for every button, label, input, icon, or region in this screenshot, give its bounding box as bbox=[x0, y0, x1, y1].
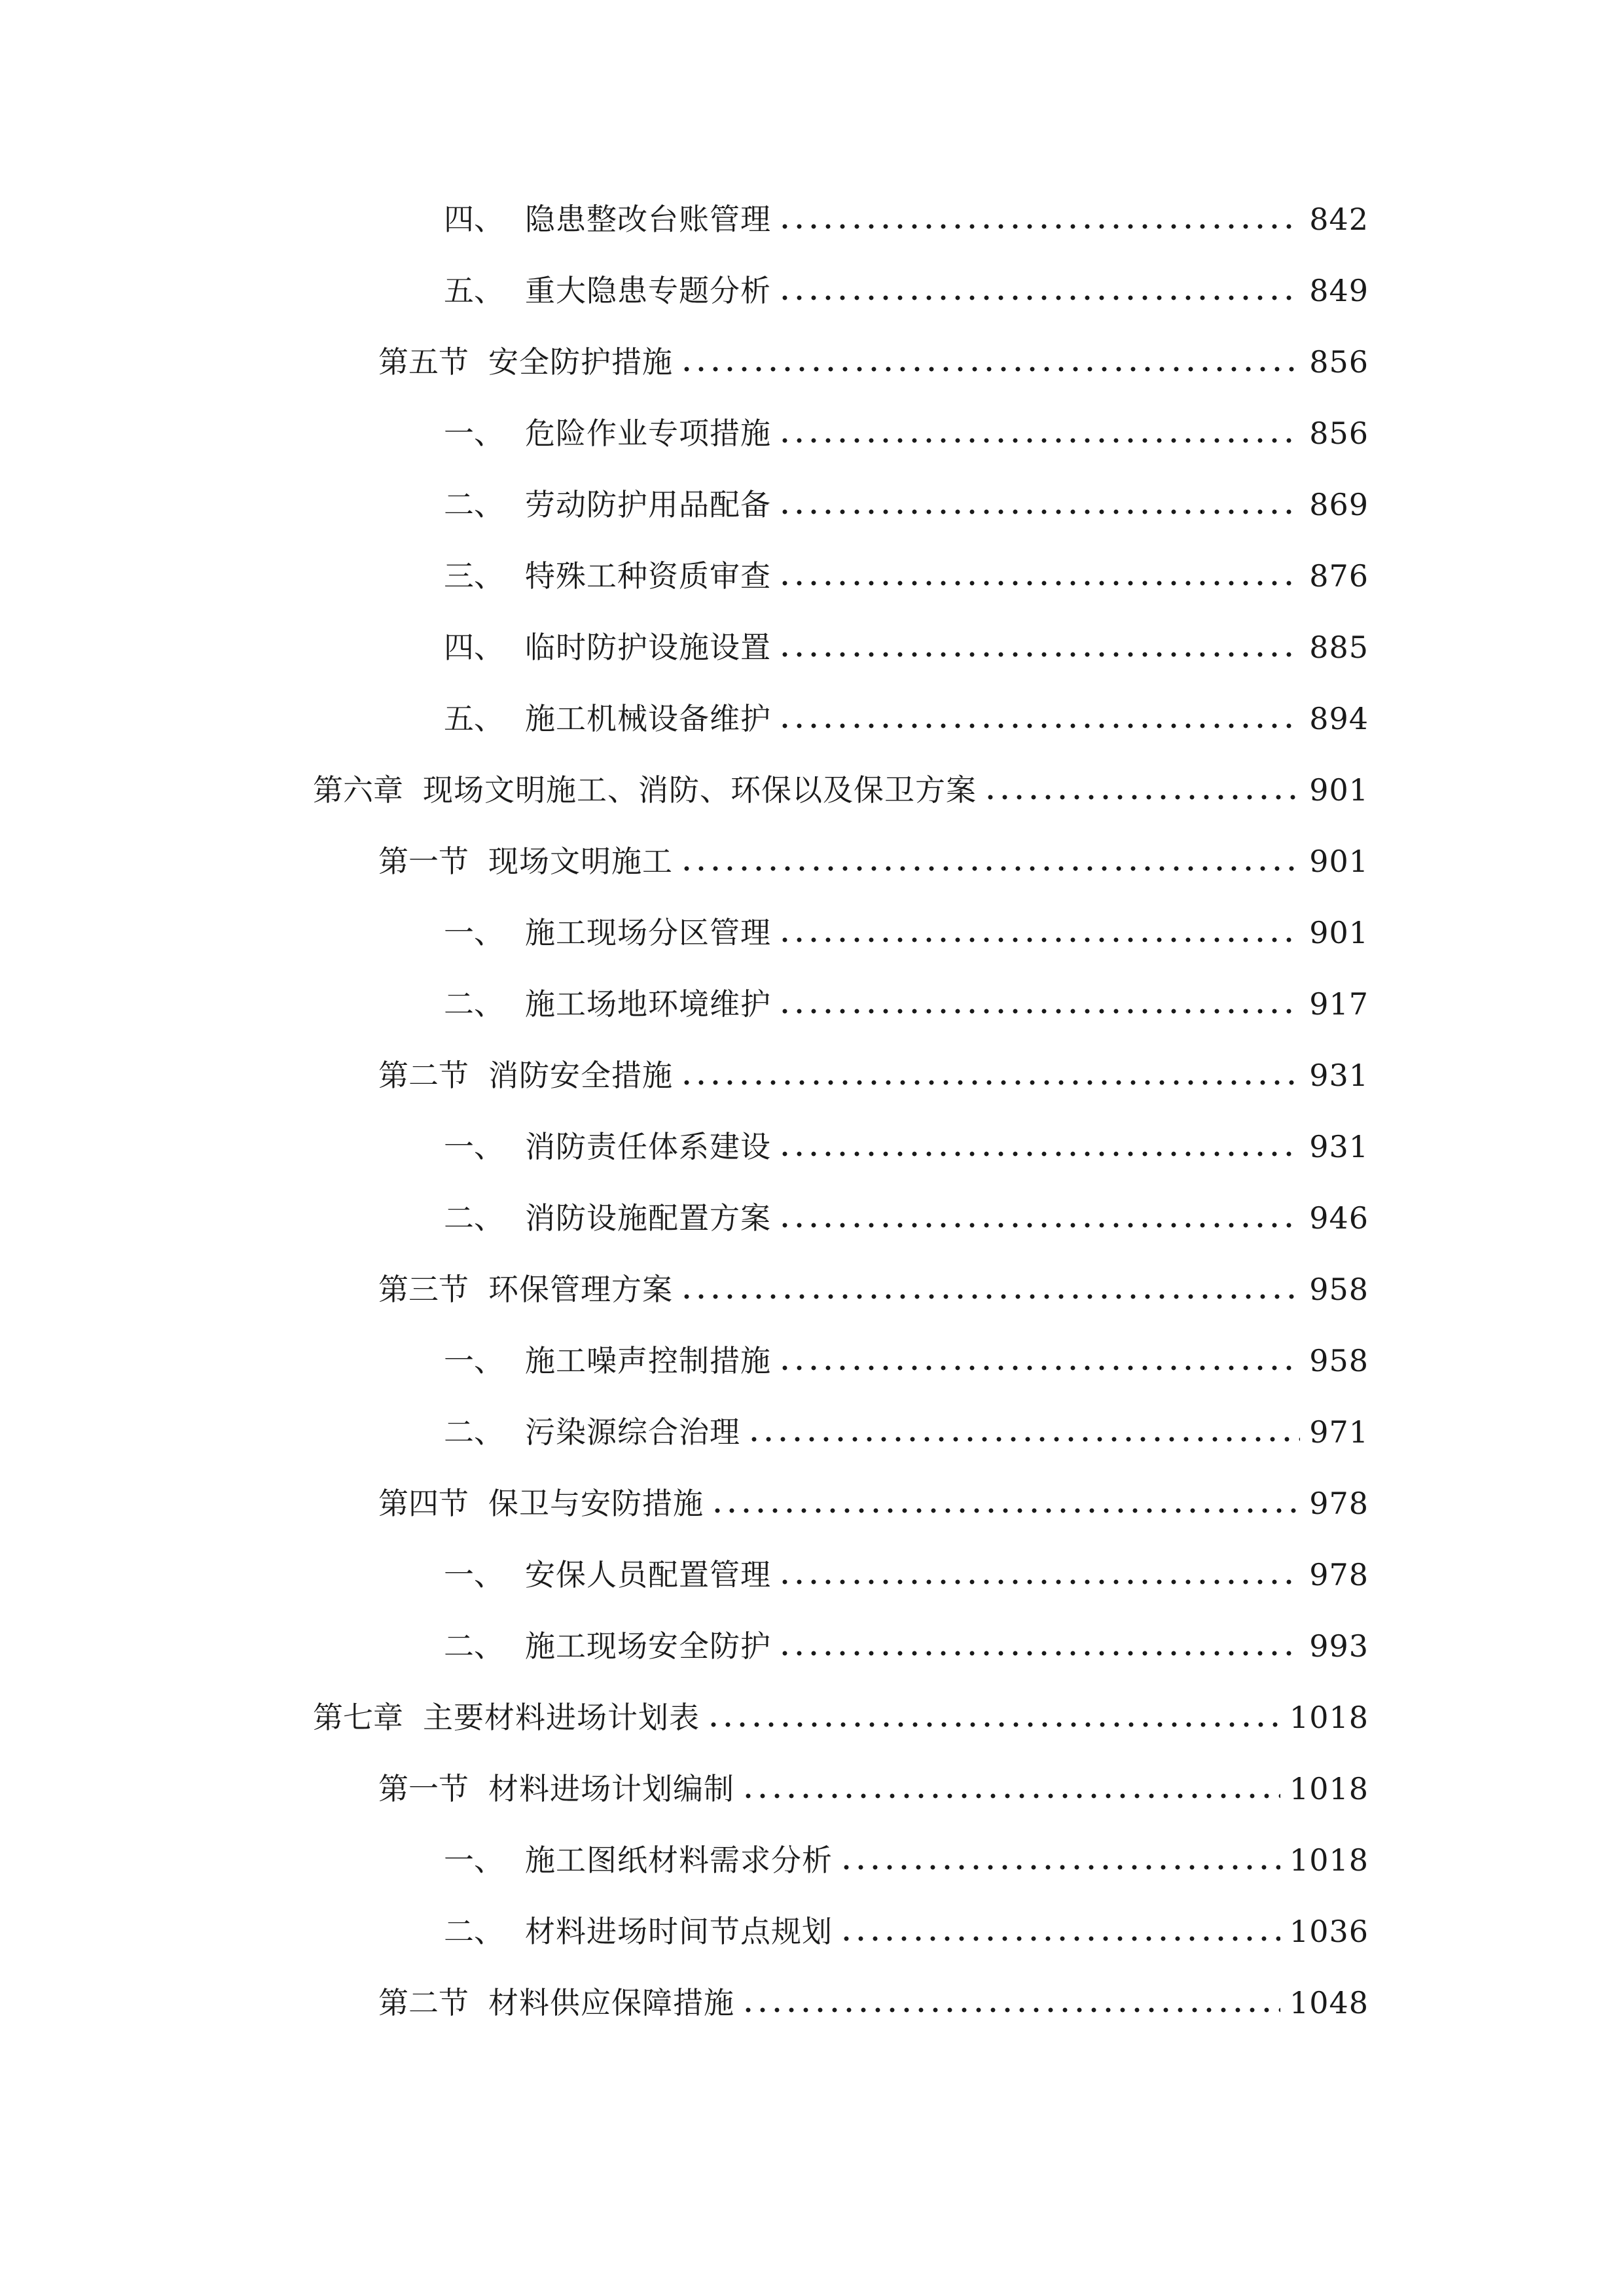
toc-entry-page: 978 bbox=[1309, 1557, 1369, 1592]
toc-dot-leader bbox=[679, 1080, 1300, 1085]
toc-entry[interactable] bbox=[444, 1124, 1369, 1170]
toc-entry-number: 第五节 bbox=[378, 344, 469, 380]
toc-entry-number: 第三节 bbox=[378, 1272, 469, 1307]
toc-entry-title: 临时防护设施设置 bbox=[525, 630, 771, 665]
toc-entry-number: 五、 bbox=[444, 273, 504, 308]
toc-entry-title: 环保管理方案 bbox=[488, 1272, 673, 1307]
toc-entry-title: 污染源综合治理 bbox=[525, 1414, 740, 1450]
toc-entry-page: 894 bbox=[1309, 701, 1369, 736]
toc-entry-title: 隐患整改台账管理 bbox=[525, 202, 771, 237]
toc-entry[interactable] bbox=[378, 339, 1369, 385]
toc-entry-number: 第六章 bbox=[313, 772, 403, 808]
toc-dot-leader bbox=[747, 1437, 1300, 1442]
toc-entry-page: 869 bbox=[1309, 487, 1369, 522]
toc-dot-leader bbox=[839, 1865, 1280, 1870]
toc-entry-title: 安保人员配置管理 bbox=[525, 1557, 771, 1592]
toc-entry-number: 第四节 bbox=[378, 1486, 469, 1521]
toc-entry-page: 993 bbox=[1309, 1628, 1369, 1664]
toc-entry-title: 特殊工种资质审查 bbox=[525, 558, 771, 594]
toc-entry-number: 二、 bbox=[444, 986, 504, 1022]
toc-dot-leader bbox=[778, 581, 1300, 586]
toc-entry[interactable] bbox=[444, 696, 1369, 742]
toc-entry-page: 856 bbox=[1309, 416, 1369, 451]
toc-entry-title: 现场文明施工、消防、环保以及保卫方案 bbox=[423, 772, 977, 808]
toc-dot-leader bbox=[778, 438, 1300, 443]
toc-entry-page: 917 bbox=[1309, 986, 1369, 1022]
toc-entry-number: 四、 bbox=[444, 202, 504, 237]
toc-entry-page: 842 bbox=[1309, 202, 1369, 237]
toc-entry[interactable] bbox=[444, 1837, 1369, 1883]
toc-entry[interactable] bbox=[444, 1195, 1369, 1241]
toc-entry-page: 856 bbox=[1309, 344, 1369, 380]
toc-entry[interactable] bbox=[444, 981, 1369, 1027]
toc-entry[interactable] bbox=[444, 268, 1369, 314]
toc-entry-page: 885 bbox=[1309, 630, 1369, 665]
toc-entry-page: 876 bbox=[1309, 558, 1369, 594]
toc-dot-leader bbox=[741, 1793, 1280, 1799]
toc-entry[interactable] bbox=[444, 1409, 1369, 1455]
toc-entry[interactable] bbox=[444, 553, 1369, 599]
toc-entry-title: 消防安全措施 bbox=[488, 1058, 673, 1093]
toc-dot-leader bbox=[679, 367, 1300, 372]
toc-entry[interactable] bbox=[378, 838, 1369, 884]
toc-entry-number: 一、 bbox=[444, 1129, 504, 1164]
toc-entry-number: 五、 bbox=[444, 701, 504, 736]
toc-entry-page: 971 bbox=[1309, 1414, 1369, 1450]
toc-entry-page: 901 bbox=[1309, 844, 1369, 879]
toc-dot-leader bbox=[778, 224, 1300, 229]
toc-entry-title: 重大隐患专题分析 bbox=[525, 273, 771, 308]
toc-entry-number: 四、 bbox=[444, 630, 504, 665]
toc-entry[interactable] bbox=[444, 624, 1369, 670]
toc-entry[interactable] bbox=[444, 1623, 1369, 1669]
toc-entry-title: 施工噪声控制措施 bbox=[525, 1343, 771, 1378]
toc-entry-page: 978 bbox=[1309, 1486, 1369, 1521]
toc-entry[interactable] bbox=[378, 1052, 1369, 1098]
toc-entry-page: 1036 bbox=[1289, 1914, 1369, 1949]
toc-dot-leader bbox=[778, 937, 1300, 942]
toc-entry[interactable] bbox=[444, 1552, 1369, 1598]
toc-entry[interactable] bbox=[378, 1980, 1369, 2026]
toc-dot-leader bbox=[706, 1722, 1280, 1727]
toc-entry-number: 一、 bbox=[444, 416, 504, 451]
toc-dot-leader bbox=[778, 1579, 1300, 1585]
toc-entry-page: 958 bbox=[1309, 1343, 1369, 1378]
toc-entry-number: 一、 bbox=[444, 915, 504, 950]
toc-entry-title: 现场文明施工 bbox=[488, 844, 673, 879]
toc-entry[interactable] bbox=[378, 1766, 1369, 1812]
toc-entry-number: 二、 bbox=[444, 1200, 504, 1236]
toc-entry[interactable] bbox=[444, 1338, 1369, 1384]
toc-entry[interactable] bbox=[378, 1480, 1369, 1526]
toc-entry-page: 901 bbox=[1309, 915, 1369, 950]
toc-dot-leader bbox=[839, 1936, 1280, 1941]
toc-entry-number: 二、 bbox=[444, 1414, 504, 1450]
toc-dot-leader bbox=[741, 2007, 1280, 2013]
toc-entry-title: 安全防护措施 bbox=[488, 344, 673, 380]
toc-entry-page: 1018 bbox=[1289, 1771, 1369, 1806]
toc-dot-leader bbox=[778, 652, 1300, 657]
toc-dot-leader bbox=[778, 1223, 1300, 1228]
toc-entry-title: 施工场地环境维护 bbox=[525, 986, 771, 1022]
toc-dot-leader bbox=[983, 795, 1300, 800]
toc-entry[interactable] bbox=[444, 910, 1369, 956]
toc-dot-leader bbox=[679, 1294, 1300, 1299]
toc-entry-page: 1048 bbox=[1289, 1985, 1369, 2020]
toc-entry-page: 1018 bbox=[1289, 1700, 1369, 1735]
toc-entry-title: 施工现场安全防护 bbox=[525, 1628, 771, 1664]
toc-entry-page: 958 bbox=[1309, 1272, 1369, 1307]
toc-entry-title: 材料进场计划编制 bbox=[488, 1771, 734, 1806]
toc-entry[interactable] bbox=[444, 1909, 1369, 1954]
toc-entry-number: 第二节 bbox=[378, 1058, 469, 1093]
toc-entry-number: 二、 bbox=[444, 1628, 504, 1664]
toc-entry[interactable] bbox=[444, 482, 1369, 528]
toc-entry-title: 施工图纸材料需求分析 bbox=[525, 1842, 833, 1878]
toc-entry-number: 第二节 bbox=[378, 1985, 469, 2020]
toc-dot-leader bbox=[778, 1651, 1300, 1656]
toc-entry[interactable] bbox=[378, 1266, 1369, 1312]
toc-entry-number: 第一节 bbox=[378, 1771, 469, 1806]
toc-entry-page: 1018 bbox=[1289, 1842, 1369, 1878]
toc-dot-leader bbox=[778, 295, 1300, 300]
toc-entry-page: 931 bbox=[1309, 1058, 1369, 1093]
toc-entry[interactable] bbox=[444, 196, 1369, 242]
toc-entry-number: 一、 bbox=[444, 1343, 504, 1378]
toc-entry-number: 第一节 bbox=[378, 844, 469, 879]
toc-entry-title: 保卫与安防措施 bbox=[488, 1486, 704, 1521]
toc-dot-leader bbox=[778, 1151, 1300, 1157]
toc-entry-number: 一、 bbox=[444, 1557, 504, 1592]
toc-entry-page: 849 bbox=[1309, 273, 1369, 308]
toc-entry-title: 材料供应保障措施 bbox=[488, 1985, 734, 2020]
toc-entry-title: 材料进场时间节点规划 bbox=[525, 1914, 833, 1949]
toc-entry-title: 危险作业专项措施 bbox=[525, 416, 771, 451]
toc-entry-title: 消防设施配置方案 bbox=[525, 1200, 771, 1236]
toc-entry-number: 二、 bbox=[444, 487, 504, 522]
toc-entry-page: 931 bbox=[1309, 1129, 1369, 1164]
toc-entry[interactable] bbox=[313, 767, 1369, 813]
toc-dot-leader bbox=[710, 1508, 1300, 1513]
toc-entry-number: 二、 bbox=[444, 1914, 504, 1949]
toc-entry-title: 施工现场分区管理 bbox=[525, 915, 771, 950]
toc-dot-leader bbox=[778, 1009, 1300, 1014]
toc-entry-number: 一、 bbox=[444, 1842, 504, 1878]
toc-entry-page: 901 bbox=[1309, 772, 1369, 808]
toc-dot-leader bbox=[679, 866, 1300, 871]
toc-entry[interactable] bbox=[444, 410, 1369, 456]
toc-dot-leader bbox=[778, 723, 1300, 728]
toc-dot-leader bbox=[778, 509, 1300, 514]
toc-entry-title: 劳动防护用品配备 bbox=[525, 487, 771, 522]
toc-dot-leader bbox=[778, 1365, 1300, 1371]
toc-entry-number: 三、 bbox=[444, 558, 504, 594]
toc-entry-title: 消防责任体系建设 bbox=[525, 1129, 771, 1164]
toc-entry-page: 946 bbox=[1309, 1200, 1369, 1236]
toc-entry-title: 施工机械设备维护 bbox=[525, 701, 771, 736]
toc-entry-title: 主要材料进场计划表 bbox=[423, 1700, 700, 1735]
toc-entry[interactable] bbox=[313, 1695, 1369, 1740]
toc-entry-number: 第七章 bbox=[313, 1700, 403, 1735]
